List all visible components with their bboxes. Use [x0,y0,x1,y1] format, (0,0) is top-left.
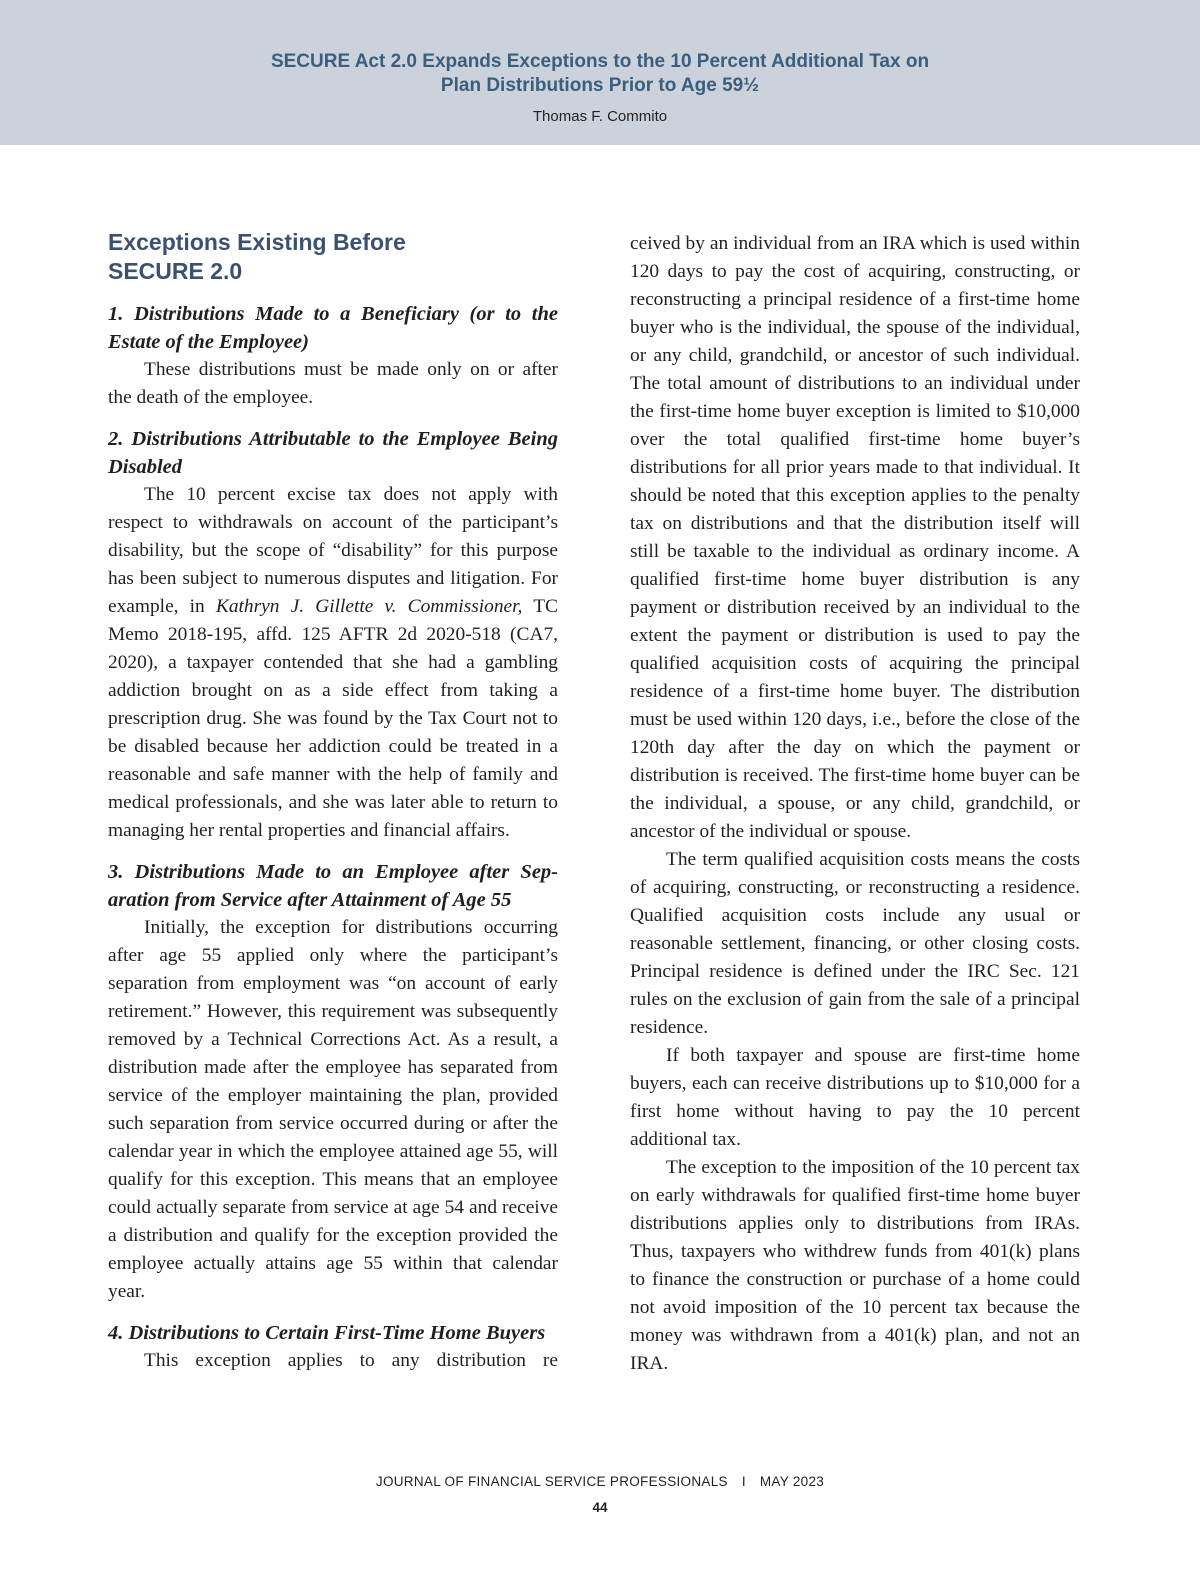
right-column [630,230,1080,1378]
paragraph: Initially, the exception for distributions occurring after age 55 applied only where the participant’s separation from employment was “on account of early retirement.” However, this requirement was subsequently removed by a Technical Corrections Act. As a result, a distribution made after the employee has separated from service of the employer maintaining the plan, provided such separation from service occurred during or after the calendar year in which the employee attained age 55, will qualify for this exception. This means that an employee could actually separate from service at age 54 and receive a distribution and qualify for the exception provided the employee actually attains age 55 within that calendar year. [108,917,558,1302]
page-number: 44 [592,1500,608,1515]
paragraph-text-after-case: TC Memo 2018-195, affd. 125 AFTR 2d 2020-518 (CA7, 2020), a taxpayer contended that she had a gambling addiction brought on as a side effect from taking a prescription drug. She was found by the Tax Court not to be disabled because her addiction could be treated in a reasonable and safe manner with the help of family and medical professionals, and she was later able to return to managing her rental properties and financial affairs. [108,596,558,841]
paragraph: If both taxpayer and spouse are first-time home buyers, each can receive distributions up to $10,000 for a first home without having to pay the 10 percent additional tax. [630,1045,1080,1150]
issue-date: MAY 2023 [759,1474,825,1489]
section-heading-line-1: Exceptions Existing Before [108,229,406,255]
paragraph-with-case-citation [108,481,558,845]
case-name: Kathryn J. Gillette v. Commissioner, [215,596,523,617]
journal-name: JOURNAL OF FINANCIAL SERVICE PROFESSIONALS [375,1474,728,1489]
paragraph-text-before-case: The 10 percent excise tax does not apply with respect to withdrawals on account of the participant’s disability, but the scope of “disability” for this purpose has been subject to numerous disputes and litigation. For example, in [108,484,558,617]
running-footer [0,1474,1200,1489]
subsection-heading-2: 2. Distributions Attributable to the Employee Being Disabled [108,428,558,478]
subsection-heading-3: 3. Distributions Made to an Employee after Separation from Service after Attainment of Age 55 [108,861,558,911]
section-heading [108,228,558,286]
article-title-line-2: Plan Distributions Prior to Age 59½ [440,75,760,96]
footer-separator: I [741,1474,746,1489]
section-heading-line-2: SECURE 2.0 [108,258,243,284]
paragraph: This exception applies to any distribution re [144,1350,558,1371]
article-title-line-1: SECURE Act 2.0 Expands Exceptions to the 10 Percent Additional Tax on [270,51,930,72]
paragraph: ceived by an individual from an IRA which is used within 120 days to pay the cost of acquiring, constructing, or reconstructing a principal residence of a first-time home buyer who is the individual, the spouse of the individual, or any child, grandchild, or ancestor of such individual. The total amount of distributions to an individual under the first-time home buyer exception is limited to $10,000 over the total qualified first-time home buyer’s distributions for all prior years made to that individual. It should be noted that this exception applies to the penalty tax on distributions and that the distribution itself will still be taxable to the individual as ordinary income. A qualified first-time home buyer distribution is any payment or distribution received by an individual to the extent the payment or distribution is used to pay the qualified acquisition costs of acquiring the principal residence of a first-time home buyer. The distribution must be used within 120 days, i.e., before the close of the 120th day after the day on which the payment or distribution is received. The first-time home buyer can be the individual, a spouse, or any child, grandchild, or ancestor of the individual or spouse. [630,233,1080,842]
left-column [108,228,558,1375]
paragraph: These distributions must be made only on or after the death of the employee. [108,359,558,408]
subsection-heading-1: 1. Distributions Made to a Beneficiary (or to the Estate of the Employee) [108,303,558,353]
paragraph: The exception to the imposition of the 10 percent tax on early withdrawals for qualified first-time home buyer distributions applies only to distributions from IRAs. Thus, taxpayers who withdrew funds from 401(k) plans to finance the construction or purchase of a home could not avoid imposition of the 10 percent tax because the money was withdrawn from a 401(k) plan, and not an IRA. [630,1157,1080,1374]
subsection-heading-4: 4. Distributions to Certain First-Time Home Buyers [108,1322,546,1344]
article-author: Thomas F. Commito [532,108,668,125]
paragraph: The term qualified acquisition costs means the costs of acquiring, constructing, or reconstructing a residence. Qualified acquisition costs include any usual or reasonable settlement, financing, or other closing costs. Principal residence is defined under the IRC Sec. 121 rules on the exclusion of gain from the sale of a principal residence. [630,849,1080,1038]
article-title [0,50,1200,98]
